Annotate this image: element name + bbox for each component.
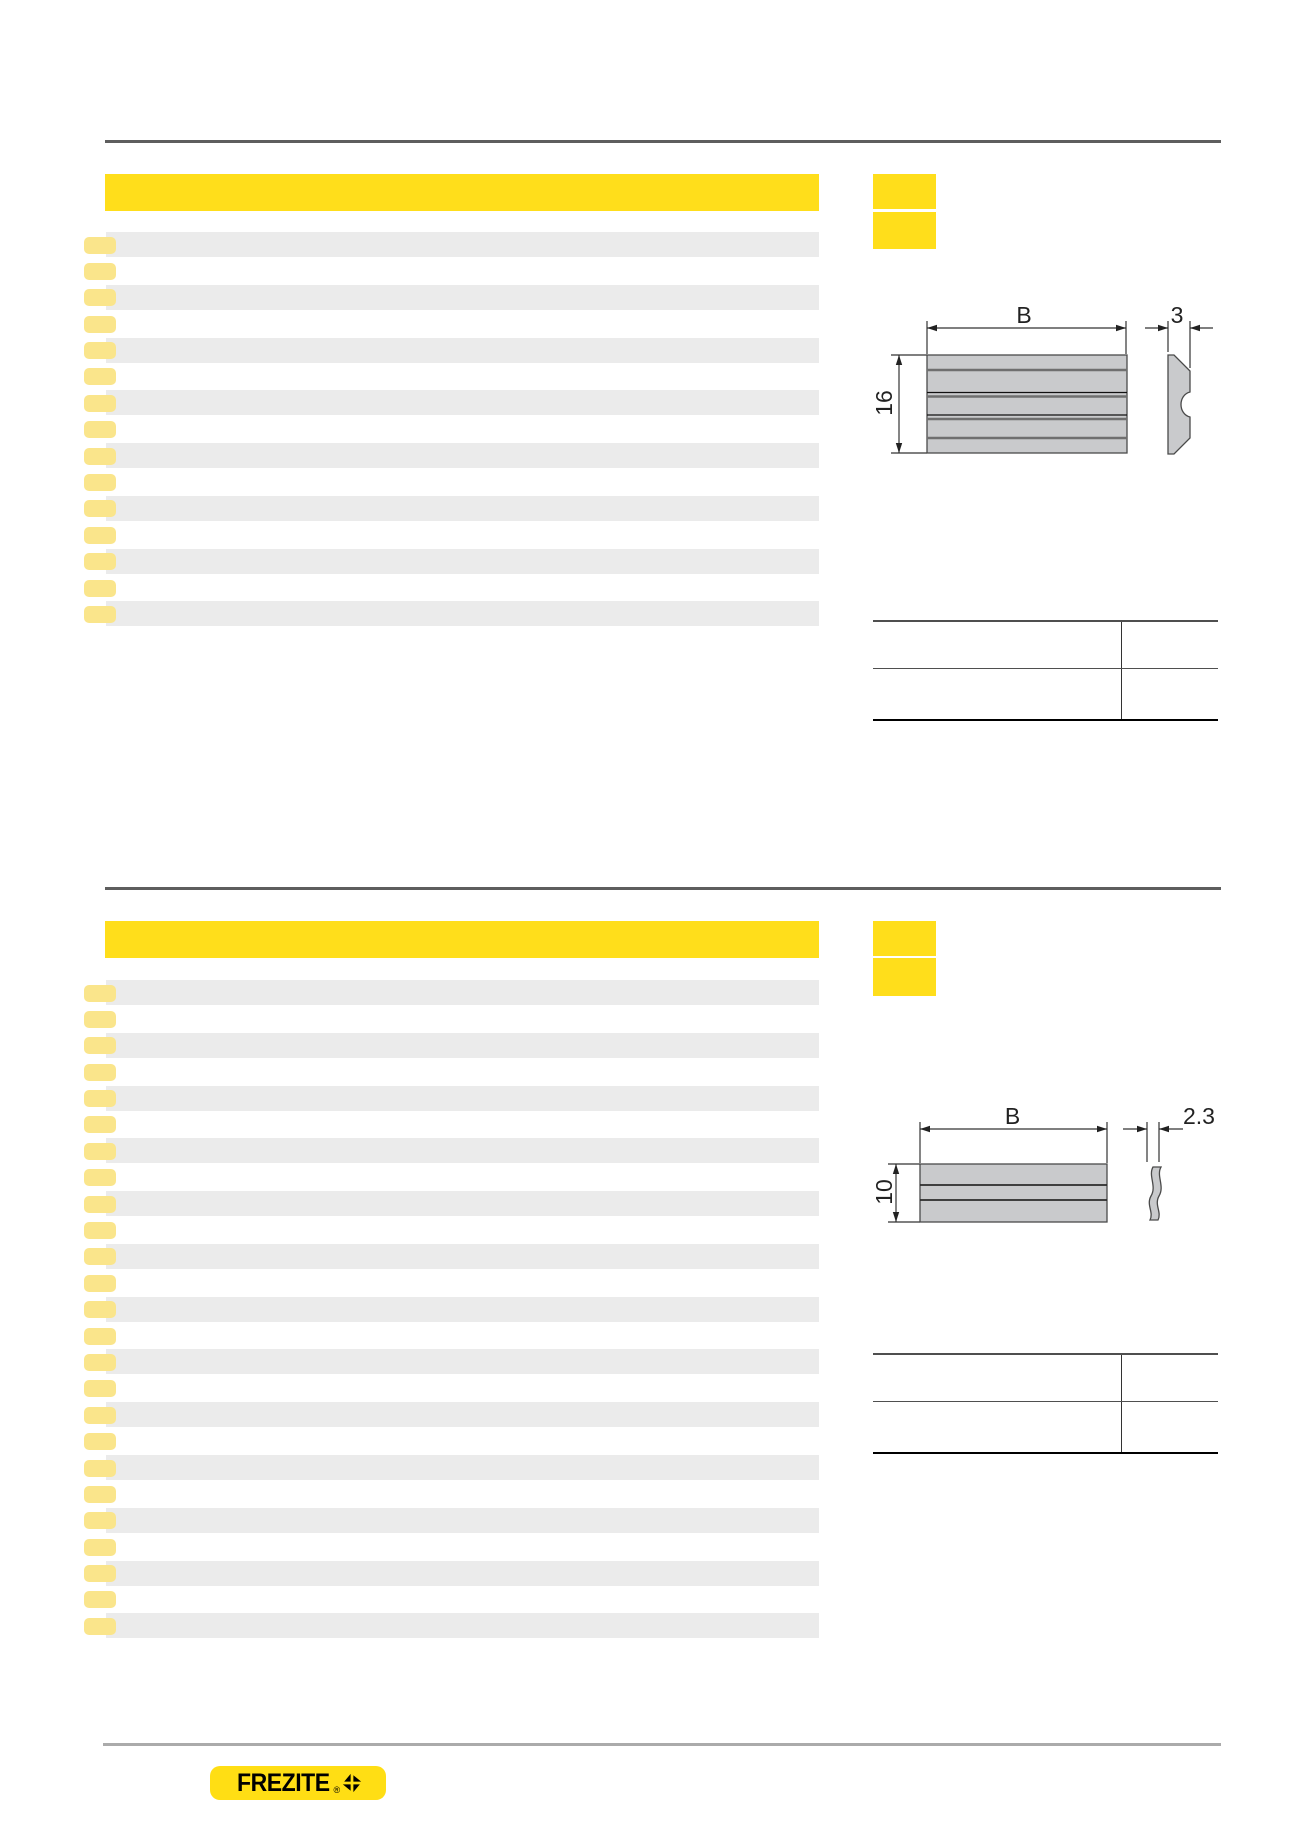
catalog-row [84, 232, 819, 258]
row-background [106, 1270, 819, 1295]
row-background [106, 1561, 819, 1586]
row-background [106, 1138, 819, 1163]
pinwheel-cutter-icon [341, 1772, 363, 1794]
catalog-row [84, 1455, 819, 1481]
row-code-chip [84, 448, 116, 465]
row-code-chip [84, 985, 116, 1002]
catalog-row [84, 1376, 819, 1402]
row-code-chip [84, 263, 116, 280]
arrowhead-icon [1116, 325, 1126, 331]
catalog-row [84, 1165, 819, 1191]
row-background [106, 1059, 819, 1084]
catalog-row [84, 443, 819, 469]
section-1-header-bar [105, 174, 819, 211]
section-1-reference-box-top [873, 174, 936, 209]
row-code-chip [84, 606, 116, 623]
spec-table-cell [1122, 622, 1218, 668]
row-background [106, 575, 819, 600]
catalog-row [84, 1561, 819, 1587]
row-background [106, 1033, 819, 1058]
catalog-row [84, 522, 819, 548]
catalog-row [84, 258, 819, 284]
row-background [106, 1006, 819, 1031]
row-background [106, 285, 819, 310]
row-background [106, 417, 819, 442]
catalog-row [84, 1613, 819, 1639]
row-code-chip [84, 289, 116, 306]
arrowhead-icon [1137, 1126, 1147, 1132]
row-code-chip [84, 1169, 116, 1186]
row-code-chip [84, 580, 116, 597]
row-background [106, 364, 819, 389]
row-background [106, 496, 819, 521]
row-background [106, 549, 819, 574]
row-background [106, 443, 819, 468]
arrowhead-icon [1190, 325, 1200, 331]
row-code-chip [84, 1196, 116, 1213]
row-code-chip [84, 1539, 116, 1556]
arrowhead-icon [1097, 1126, 1107, 1132]
height-dimension-label: 16 [870, 390, 897, 416]
row-background [106, 1429, 819, 1454]
row-background [106, 1297, 819, 1322]
section-divider-rule [105, 140, 1221, 143]
width-dimension-label: B [1004, 1103, 1021, 1129]
row-background [106, 258, 819, 283]
catalog-row [84, 549, 819, 575]
row-code-chip [84, 500, 116, 517]
catalog-row [84, 1508, 819, 1534]
row-background [106, 1402, 819, 1427]
row-background [106, 1323, 819, 1348]
catalog-row [84, 1297, 819, 1323]
row-code-chip [84, 1248, 116, 1265]
spec-table [873, 1353, 1218, 1454]
catalog-row [84, 1587, 819, 1613]
spec-table-row [873, 1355, 1218, 1402]
row-background [106, 1191, 819, 1216]
catalog-row [84, 601, 819, 627]
section-divider-rule [105, 887, 1221, 890]
section-2-reference-box-bottom [873, 958, 936, 996]
row-code-chip [84, 1090, 116, 1107]
spec-table-cell [873, 1402, 1122, 1452]
catalog-row [84, 1244, 819, 1270]
spec-table-cell [873, 622, 1122, 668]
catalog-row [84, 1112, 819, 1138]
row-code-chip [84, 1328, 116, 1345]
row-code-chip [84, 1565, 116, 1582]
row-code-chip [84, 316, 116, 333]
catalog-row [84, 364, 819, 390]
knife-side-profile [1149, 1167, 1161, 1220]
catalog-row [84, 311, 819, 337]
row-background [106, 980, 819, 1005]
thickness-dimension-label: 3 [1170, 302, 1184, 328]
row-code-chip [84, 342, 116, 359]
spec-table [873, 620, 1218, 721]
row-code-chip [84, 527, 116, 544]
row-code-chip [84, 421, 116, 438]
catalog-row [84, 285, 819, 311]
row-code-chip [84, 1143, 116, 1160]
row-code-chip [84, 237, 116, 254]
row-code-chip [84, 1275, 116, 1292]
section-1-product-rows [84, 232, 819, 628]
section-2-header-bar [105, 921, 819, 958]
row-code-chip [84, 1460, 116, 1477]
spec-table-cell [1122, 1402, 1218, 1452]
spec-table-row [873, 1402, 1218, 1454]
row-background [106, 1112, 819, 1137]
row-code-chip [84, 1037, 116, 1054]
spec-table-row [873, 622, 1218, 669]
frezite-logo [210, 1766, 386, 1800]
arrowhead-icon [896, 355, 902, 365]
catalog-row [84, 1534, 819, 1560]
section-1-reference-box-bottom [873, 212, 936, 249]
catalog-row [84, 1349, 819, 1375]
row-background [106, 338, 819, 363]
row-background [106, 1244, 819, 1269]
catalog-row [84, 1033, 819, 1059]
row-background [106, 1508, 819, 1533]
row-background [106, 390, 819, 415]
row-code-chip [84, 1486, 116, 1503]
row-code-chip [84, 1433, 116, 1450]
arrowhead-icon [893, 1164, 899, 1174]
catalog-row [84, 1006, 819, 1032]
row-code-chip [84, 1618, 116, 1635]
footer-rule [103, 1743, 1221, 1746]
row-background [106, 522, 819, 547]
catalog-row [84, 1059, 819, 1085]
row-background [106, 1481, 819, 1506]
knife-side-profile [1168, 355, 1190, 454]
row-background [106, 601, 819, 626]
catalog-row [84, 980, 819, 1006]
row-background [106, 1534, 819, 1559]
height-dimension-label: 10 [870, 1179, 897, 1205]
arrowhead-icon [896, 443, 902, 453]
row-background [106, 470, 819, 495]
spec-table-cell [873, 669, 1122, 719]
row-code-chip [84, 368, 116, 385]
row-background [106, 1587, 819, 1612]
row-code-chip [84, 1064, 116, 1081]
row-background [106, 1086, 819, 1111]
catalog-row [84, 1086, 819, 1112]
row-code-chip [84, 474, 116, 491]
row-background [106, 232, 819, 257]
row-code-chip [84, 1512, 116, 1529]
arrowhead-icon [1159, 1126, 1169, 1132]
row-code-chip [84, 553, 116, 570]
row-code-chip [84, 395, 116, 412]
row-code-chip [84, 1407, 116, 1424]
width-dimension-label: B [1016, 302, 1032, 328]
catalog-row [84, 1429, 819, 1455]
row-code-chip [84, 1116, 116, 1133]
spec-table-row [873, 669, 1218, 721]
row-background [106, 1165, 819, 1190]
arrowhead-icon [927, 325, 937, 331]
row-code-chip [84, 1011, 116, 1028]
knife-front-view [920, 1164, 1107, 1222]
catalog-row [84, 1270, 819, 1296]
logo-wordmark: FREZITE [236, 1768, 330, 1797]
catalog-row [84, 575, 819, 601]
catalog-row [84, 1218, 819, 1244]
spec-table-cell [1122, 669, 1218, 719]
catalog-row [84, 1402, 819, 1428]
section-2-reference-box-top [873, 921, 936, 956]
spec-table-cell [873, 1355, 1122, 1401]
row-background [106, 1349, 819, 1374]
catalog-row [84, 417, 819, 443]
spec-table-cell [1122, 1355, 1218, 1401]
catalog-row [84, 1138, 819, 1164]
row-background [106, 311, 819, 336]
thickness-dimension-label: 2.3 [1183, 1103, 1215, 1129]
row-background [106, 1613, 819, 1638]
registered-trademark-symbol: ® [333, 1785, 341, 1795]
row-background [106, 1455, 819, 1480]
row-code-chip [84, 1354, 116, 1371]
catalog-row [84, 1481, 819, 1507]
row-background [106, 1376, 819, 1401]
catalog-row [84, 1323, 819, 1349]
row-code-chip [84, 1380, 116, 1397]
row-code-chip [84, 1222, 116, 1239]
section-2-product-rows [84, 980, 819, 1640]
catalog-row [84, 338, 819, 364]
catalog-row [84, 1191, 819, 1217]
catalog-row [84, 390, 819, 416]
catalog-row [84, 470, 819, 496]
catalog-row [84, 496, 819, 522]
row-code-chip [84, 1301, 116, 1318]
arrowhead-icon [920, 1126, 930, 1132]
row-background [106, 1218, 819, 1243]
arrowhead-icon [893, 1212, 899, 1222]
row-code-chip [84, 1591, 116, 1608]
